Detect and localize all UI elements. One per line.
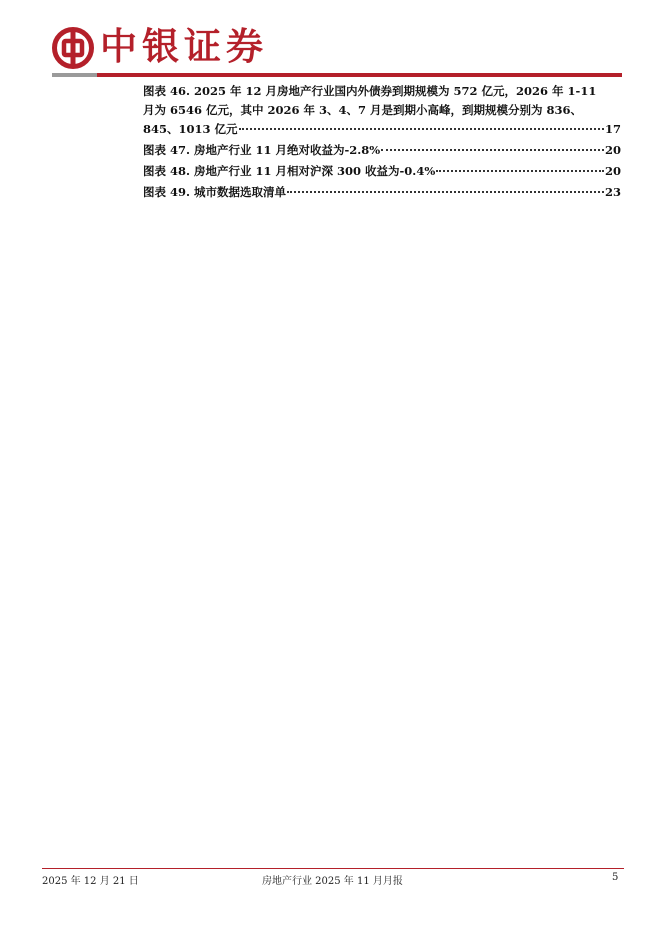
- toc-leader-dots: [287, 191, 604, 193]
- toc-item-text: 845、1013 亿元: [143, 122, 238, 136]
- toc-page-number: 20: [604, 143, 621, 157]
- toc-item-text: 图表 46. 2025 年 12 月房地产行业国内外债券到期规模为 572 亿元，2026 年 1-11: [143, 84, 597, 98]
- toc-item[interactable]: [143, 82, 621, 139]
- figure-list: [143, 82, 621, 204]
- toc-item[interactable]: [143, 183, 621, 202]
- header-divider: [52, 73, 622, 77]
- toc-item-text: 图表 49. 城市数据选取清单: [143, 185, 287, 199]
- footer-report-title: 房地产行业 2025 年 11 月月报: [262, 876, 403, 887]
- toc-leader-dots: [436, 170, 604, 172]
- footer-divider: [42, 868, 624, 869]
- bank-of-china-logo-icon: [52, 27, 94, 69]
- toc-item-text: 月为 6546 亿元，其中 2026 年 3、4、7 月是到期小高峰，到期规模分别为 836、: [143, 103, 583, 117]
- footer-date: 2025 年 12 月 21 日: [42, 876, 139, 887]
- footer-page-number: 5: [612, 872, 619, 883]
- toc-item[interactable]: [143, 162, 621, 181]
- header-divider-accent: [52, 73, 97, 77]
- brand-name: 中银证券: [100, 25, 268, 68]
- toc-page-number: 17: [604, 122, 621, 136]
- toc-page-number: 23: [604, 185, 621, 199]
- toc-leader-dots: [381, 149, 604, 151]
- toc-leader-dots: [239, 128, 604, 130]
- toc-item-text: 图表 47. 房地产行业 11 月绝对收益为-2.8%: [143, 143, 381, 157]
- toc-item-text: 图表 48. 房地产行业 11 月相对沪深 300 收益为-0.4%: [143, 164, 436, 178]
- toc-item[interactable]: [143, 141, 621, 160]
- toc-page-number: 20: [604, 164, 621, 178]
